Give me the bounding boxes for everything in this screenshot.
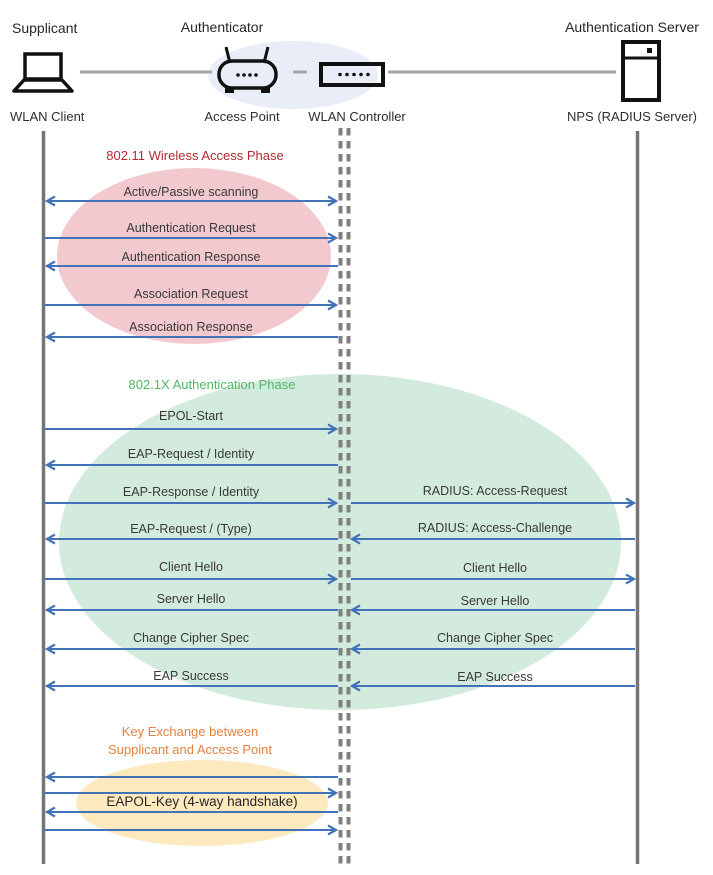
phase2-title: 802.1X Authentication Phase — [128, 377, 296, 392]
msg-client-hello-right: Client Hello — [463, 561, 527, 575]
phase3-title-line1: Key Exchange between — [121, 724, 259, 739]
msg-eap-success-left: EAP Success — [153, 669, 229, 683]
label-wlan-controller: WLAN Controller — [308, 109, 406, 124]
msg-assoc-response: Association Response — [129, 320, 253, 334]
msg-change-cipher-right: Change Cipher Spec — [436, 631, 554, 645]
role-authentication-server: Authentication Server — [565, 19, 699, 35]
msg-client-hello-left: Client Hello — [159, 560, 223, 574]
role-authenticator: Authenticator — [180, 19, 264, 35]
server-tower-icon — [623, 42, 659, 100]
label-access-point: Access Point — [204, 109, 280, 124]
label-wlan-client: WLAN Client — [10, 109, 85, 124]
msg-change-cipher-left: Change Cipher Spec — [132, 631, 250, 645]
msg-assoc-request: Association Request — [134, 287, 248, 301]
msg-scanning: Active/Passive scanning — [123, 185, 259, 199]
role-supplicant: Supplicant — [12, 20, 78, 36]
laptop-icon — [14, 54, 72, 91]
msg-eap-response-identity: EAP-Response / Identity — [122, 485, 260, 499]
msg-auth-request: Authentication Request — [126, 221, 256, 235]
label-nps-radius-server: NPS (RADIUS Server) — [566, 109, 698, 124]
msg-radius-access-challenge: RADIUS: Access-Challenge — [417, 521, 573, 535]
msg-server-hello-right: Server Hello — [460, 594, 530, 608]
phase1-title: 802.11 Wireless Access Phase — [106, 148, 284, 163]
phase2-ellipse — [59, 374, 621, 710]
msg-auth-response: Authentication Response — [121, 250, 261, 264]
msg-eapol-key-handshake: EAPOL-Key (4-way handshake) — [106, 794, 298, 809]
msg-eap-request-identity: EAP-Request / Identity — [127, 447, 255, 461]
msg-epol-start: EPOL-Start — [159, 409, 223, 423]
phase3-title-line2: Supplicant and Access Point — [107, 742, 273, 757]
msg-eap-request-type: EAP-Request / (Type) — [130, 522, 252, 536]
msg-radius-access-request: RADIUS: Access-Request — [422, 484, 568, 498]
msg-eap-success-right: EAP Success — [457, 670, 533, 684]
msg-server-hello-left: Server Hello — [156, 592, 226, 606]
